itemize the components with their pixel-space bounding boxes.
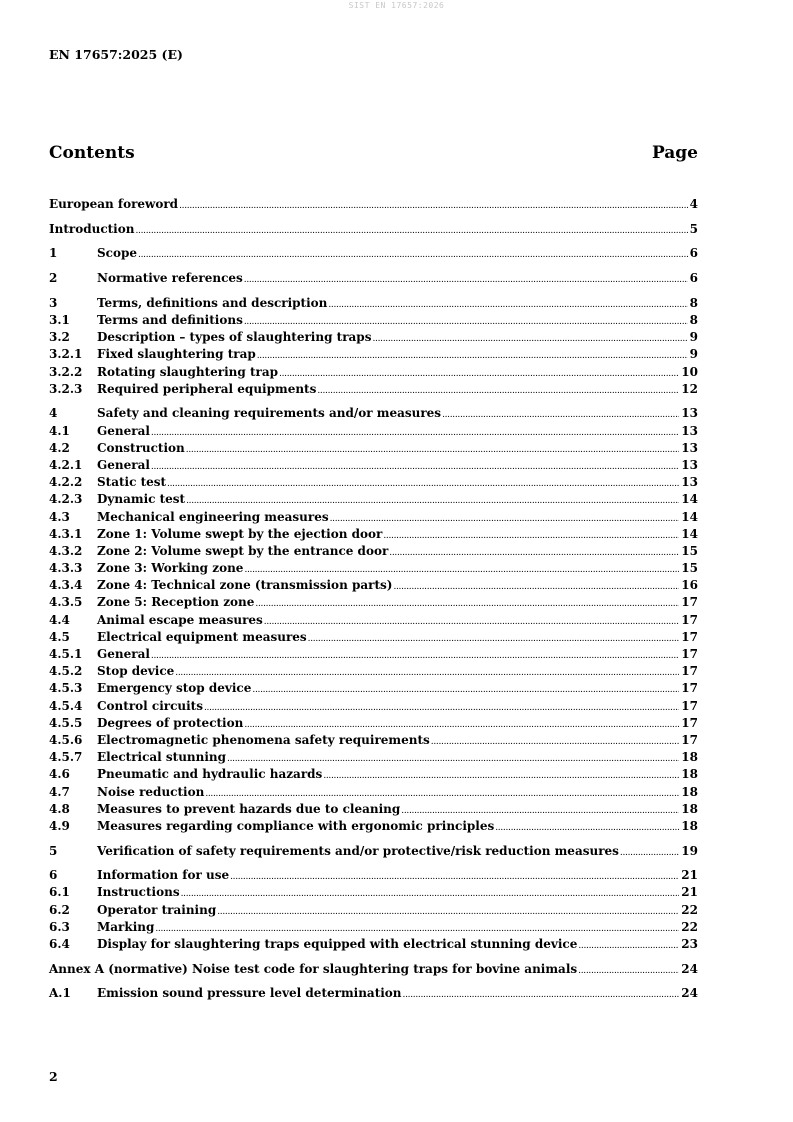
toc-dot-leader: [244, 272, 688, 289]
toc-entry-title: Static test: [97, 475, 167, 490]
toc-dot-leader: [383, 528, 679, 545]
toc-entry-title: Dynamic test: [97, 492, 186, 507]
toc-entry-page: 17: [681, 698, 698, 713]
toc-entry-number: 4.2.2: [49, 475, 83, 490]
toc-entry[interactable]: [49, 663, 698, 680]
toc-entry-title: Zone 4: Technical zone (transmission parts): [97, 578, 393, 593]
toc-entry-page: 14: [681, 509, 698, 524]
toc-entry-number: 3.2.3: [49, 381, 83, 396]
toc-entry-page: 18: [681, 818, 698, 833]
toc-entry-number: 1: [49, 246, 58, 261]
toc-entry[interactable]: [49, 312, 698, 329]
toc-entry-number: 4: [49, 406, 58, 421]
toc-entry[interactable]: [49, 884, 698, 901]
toc-entry[interactable]: [49, 612, 698, 629]
toc-entry[interactable]: [49, 196, 698, 213]
toc-entry[interactable]: [49, 919, 698, 936]
toc-entry[interactable]: [49, 594, 698, 611]
page-number: 2: [49, 1069, 58, 1084]
toc-entry-page: 17: [681, 681, 698, 696]
toc-entry-title: Display for slaughtering traps equipped with electrical stunning device: [97, 937, 578, 951]
toc-entry-page: 18: [681, 801, 698, 816]
toc-entry-number: 4.2.1: [49, 457, 83, 472]
toc-entry-title: Mechanical engineering measures: [97, 509, 329, 524]
toc-entry-page: 13: [681, 457, 698, 472]
toc-entry-page: 24: [681, 986, 698, 1001]
toc-entry-title: General: [97, 647, 150, 661]
toc-dot-leader: [252, 682, 679, 699]
toc-entry-title: Stop device: [97, 664, 175, 679]
toc-entry[interactable]: [49, 270, 698, 287]
toc-entry[interactable]: [49, 346, 698, 363]
toc-dot-leader: [578, 963, 679, 980]
toc-entry-number: 4.3.3: [49, 561, 83, 576]
toc-entry-number: 4.5.1: [49, 647, 83, 661]
toc-entry-number: 6: [49, 868, 58, 883]
toc-entry-title: Construction: [97, 440, 185, 455]
toc-entry-number: 6.3: [49, 919, 70, 934]
toc-entry[interactable]: [49, 698, 698, 715]
toc-entry-title: Safety and cleaning requirements and/or measures: [97, 406, 442, 421]
toc-entry-page: 13: [681, 423, 698, 438]
toc-entry-page: 10: [681, 364, 698, 379]
toc-entry-page: 14: [681, 492, 698, 507]
toc-entry-title: Scope: [97, 246, 138, 261]
toc-entry-number: 4.2: [49, 440, 70, 455]
toc-entry-title: Information for use: [97, 868, 230, 883]
toc-entry-title: Emergency stop device: [97, 681, 252, 696]
toc-entry-number: 4.5.4: [49, 698, 83, 713]
toc-entry-title: Noise reduction: [97, 784, 205, 799]
toc-entry-title: Terms, definitions and description: [97, 295, 328, 310]
toc-entry-page: 17: [681, 664, 698, 679]
toc-dot-leader: [317, 383, 679, 400]
toc-dot-leader: [167, 476, 679, 493]
toc-entry-page: 12: [681, 381, 698, 396]
toc-entry-page: 4: [689, 197, 698, 211]
toc-entry[interactable]: [49, 801, 698, 818]
toc-entry-number: 3.2.1: [49, 347, 83, 362]
toc-entry[interactable]: [49, 629, 698, 646]
toc-entry-page: 21: [681, 868, 698, 883]
toc-entry[interactable]: [49, 491, 698, 508]
toc-entry-page: 6: [689, 246, 698, 261]
toc-entry-title: General: [97, 457, 150, 472]
toc-entry-page: 22: [681, 902, 698, 917]
toc-dot-leader: [138, 247, 688, 264]
toc-dot-leader: [495, 820, 679, 837]
toc-entry[interactable]: [49, 543, 698, 560]
toc-entry-number: 4.5.2: [49, 664, 83, 679]
toc-entry-page: 19: [681, 843, 698, 858]
contents-title: Contents: [49, 143, 135, 163]
toc-entry-number: 4.3.5: [49, 595, 83, 610]
toc-entry-title: Introduction: [49, 221, 135, 236]
contents-heading: [49, 143, 698, 163]
toc-dot-leader: [181, 886, 680, 903]
toc-dot-leader: [217, 904, 679, 921]
toc-entry-title: Measures regarding compliance with ergonomic principles: [97, 818, 495, 833]
toc-entry[interactable]: [49, 509, 698, 526]
toc-entry-page: 18: [681, 767, 698, 782]
toc-entry-title: Fixed slaughtering trap: [97, 347, 256, 362]
toc-entry-page: 22: [681, 919, 698, 934]
page-column-label: Page: [651, 143, 698, 163]
toc-entry-number: 4.3.2: [49, 543, 83, 558]
toc-dot-leader: [431, 734, 680, 751]
toc-dot-leader: [279, 366, 679, 383]
toc-entry-title: Animal escape measures: [97, 612, 263, 627]
toc-dot-leader: [257, 348, 688, 365]
toc-entry-number: 6.2: [49, 902, 70, 917]
toc-entry[interactable]: [49, 961, 698, 978]
toc-entry-title: Terms and definitions: [97, 312, 243, 327]
toc-entry-page: 8: [689, 312, 698, 327]
toc-entry-number: 4.5.7: [49, 750, 83, 765]
toc-entry-title: Zone 3: Working zone: [97, 561, 244, 576]
toc-entry-page: 13: [681, 406, 698, 421]
toc-entry[interactable]: [49, 680, 698, 697]
toc-entry[interactable]: [49, 818, 698, 835]
toc-entry-title: Control circuits: [97, 698, 203, 713]
toc-entry-number: 4.5.5: [49, 715, 83, 730]
toc-entry-number: 4.5.3: [49, 681, 83, 696]
toc-entry-title: General: [97, 423, 150, 438]
toc-entry-number: 4.6: [49, 767, 70, 782]
toc-entry[interactable]: [49, 440, 698, 457]
toc-entry-number: 4.7: [49, 784, 70, 799]
toc-dot-leader: [151, 459, 679, 476]
toc-entry-page: 17: [681, 732, 698, 747]
toc-entry[interactable]: [49, 381, 698, 398]
toc-entry[interactable]: [49, 784, 698, 801]
toc-dot-leader: [323, 768, 679, 785]
toc-entry-number: 4.4: [49, 612, 70, 627]
toc-entry-page: 18: [681, 784, 698, 799]
toc-entry[interactable]: [49, 295, 698, 312]
toc-entry[interactable]: [49, 715, 698, 732]
toc-dot-leader: [578, 938, 679, 955]
toc-entry-page: 24: [681, 961, 698, 976]
toc-dot-leader: [308, 631, 680, 648]
toc-entry-page: 13: [681, 440, 698, 455]
toc-entry-title: Emission sound pressure level determination: [97, 986, 402, 1001]
toc-entry-number: 4.5.6: [49, 732, 83, 747]
toc-entry-title: Measures to prevent hazards due to cleaning: [97, 801, 401, 816]
toc-entry-number: 3.2: [49, 330, 70, 345]
toc-entry-title: Required peripheral equipments: [97, 381, 317, 396]
toc-entry-title: Operator training: [97, 902, 217, 917]
toc-dot-leader: [393, 579, 679, 596]
toc-entry-number: 3.2.2: [49, 364, 83, 379]
toc-entry-number: 4.3: [49, 509, 70, 524]
toc-entry[interactable]: [49, 474, 698, 491]
toc-entry[interactable]: [49, 732, 698, 749]
toc-entry-page: 6: [689, 271, 698, 286]
toc-entry-title: Instructions: [97, 885, 180, 900]
toc-dot-leader: [255, 596, 679, 613]
toc-entry-page: 9: [689, 347, 698, 362]
toc-entry-title: Marking: [97, 919, 155, 934]
document-id: EN 17657:2025 (E): [49, 47, 183, 62]
toc-entry-number: 4.3.4: [49, 578, 83, 593]
toc-entry-title: Electromagnetic phenomena safety requirements: [97, 732, 430, 747]
toc-entry[interactable]: [49, 423, 698, 440]
toc-dot-leader: [186, 442, 680, 459]
toc-entry-title: European foreword: [49, 197, 179, 211]
toc-dot-leader: [135, 223, 687, 240]
watermark: SIST EN 17657:2026: [348, 1, 445, 10]
toc-dot-leader: [389, 545, 679, 562]
toc-entry[interactable]: [49, 364, 698, 381]
toc-entry[interactable]: [49, 457, 698, 474]
toc-dot-leader: [403, 987, 680, 1004]
toc-entry-number: 6.4: [49, 937, 70, 951]
toc-dot-leader: [204, 700, 679, 717]
toc-dot-leader: [179, 198, 688, 215]
toc-entry-number: 6.1: [49, 885, 70, 900]
toc-entry-title: Annex A (normative) Noise test code for slaughtering traps for bovine animals: [49, 961, 578, 976]
toc-dot-leader: [372, 331, 687, 348]
toc-entry-title: Zone 1: Volume swept by the ejection door: [97, 526, 383, 541]
toc-dot-leader: [264, 614, 680, 631]
toc-dot-leader: [230, 869, 679, 886]
toc-entry[interactable]: [49, 560, 698, 577]
toc-entry-page: 16: [681, 578, 698, 593]
toc-entry-page: 17: [681, 647, 698, 661]
toc-entry-title: Degrees of protection: [97, 715, 244, 730]
toc-entry-number: 4.5: [49, 629, 70, 644]
toc-entry-page: 21: [681, 885, 698, 900]
toc-entry-title: Rotating slaughtering trap: [97, 364, 279, 379]
toc-entry[interactable]: [49, 646, 698, 663]
toc-entry-page: 23: [681, 937, 698, 951]
table-of-contents: [49, 196, 698, 1003]
toc-entry-number: 4.8: [49, 801, 70, 816]
toc-entry-page: 14: [681, 526, 698, 541]
toc-entry[interactable]: [49, 902, 698, 919]
toc-entry[interactable]: [49, 329, 698, 346]
toc-dot-leader: [151, 425, 679, 442]
toc-entry-number: 5: [49, 843, 58, 858]
toc-entry-title: Electrical equipment measures: [97, 629, 307, 644]
toc-entry-page: 13: [681, 475, 698, 490]
toc-entry-number: 3.1: [49, 312, 70, 327]
toc-entry-number: A.1: [49, 986, 71, 1001]
toc-entry-page: 17: [681, 629, 698, 644]
toc-entry-page: 5: [689, 221, 698, 236]
toc-entry[interactable]: [49, 526, 698, 543]
toc-entry-page: 9: [689, 330, 698, 345]
toc-entry-page: 15: [681, 543, 698, 558]
toc-entry[interactable]: [49, 867, 698, 884]
toc-entry[interactable]: [49, 245, 698, 262]
toc-entry-title: Electrical stunning: [97, 750, 227, 765]
toc-entry-page: 17: [681, 715, 698, 730]
toc-entry-title: Zone 5: Reception zone: [97, 595, 255, 610]
toc-entry[interactable]: [49, 936, 698, 953]
toc-entry-page: 17: [681, 595, 698, 610]
toc-entry-number: 2: [49, 271, 58, 286]
toc-dot-leader: [328, 297, 687, 314]
toc-entry-number: 4.1: [49, 423, 70, 438]
toc-entry-page: 17: [681, 612, 698, 627]
toc-entry[interactable]: [49, 221, 698, 238]
toc-entry-title: Zone 2: Volume swept by the entrance door: [97, 543, 389, 558]
toc-entry-page: 18: [681, 750, 698, 765]
toc-dot-leader: [442, 407, 679, 424]
toc-entry[interactable]: [49, 749, 698, 766]
toc-dot-leader: [151, 648, 679, 665]
toc-entry[interactable]: [49, 985, 698, 1002]
toc-entry[interactable]: [49, 766, 698, 783]
toc-entry-number: 4.9: [49, 818, 70, 833]
toc-entry-title: Description – types of slaughtering traps: [97, 330, 372, 345]
toc-entry-number: 3: [49, 295, 58, 310]
toc-entry[interactable]: [49, 577, 698, 594]
toc-entry[interactable]: [49, 843, 698, 860]
toc-entry-title: Normative references: [97, 271, 243, 286]
toc-entry-page: 15: [681, 561, 698, 576]
toc-entry-number: 4.3.1: [49, 526, 83, 541]
toc-dot-leader: [620, 845, 679, 862]
toc-entry[interactable]: [49, 405, 698, 422]
toc-entry-title: Pneumatic and hydraulic hazards: [97, 767, 323, 782]
toc-entry-page: 8: [689, 295, 698, 310]
toc-entry-number: 4.2.3: [49, 492, 83, 507]
toc-entry-title: Verification of safety requirements and/or protective/risk reduction measures: [97, 843, 619, 858]
